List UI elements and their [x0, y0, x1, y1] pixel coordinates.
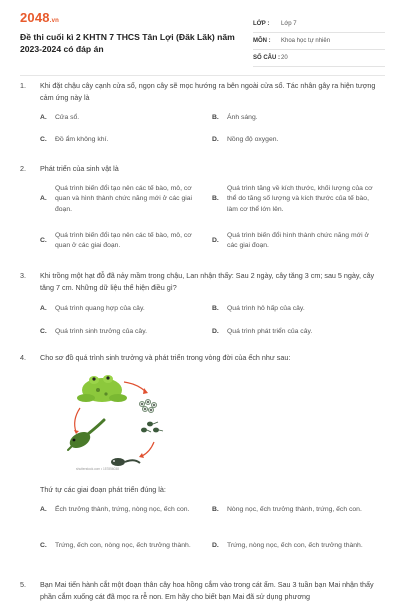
question-subtext: Thứ tự các giai đoạn phát triển đúng là:	[40, 485, 166, 494]
question-number: 1.	[20, 81, 26, 90]
option-d[interactable]: D. Quá trình biến đổi hình thành chức năng mới ở các giai đoạn.	[212, 231, 369, 249]
early-tadpoles-icon	[141, 422, 163, 433]
question-4-options	[20, 484, 382, 576]
option-b[interactable]: B. Ánh sáng.	[212, 114, 258, 121]
option-c[interactable]: C. Quá trình sinh trưởng của cây.	[40, 328, 147, 335]
option-b[interactable]: B. Quá trình tăng về kích thước, khối lượng của cơ thể do tăng số lượng và kích thước của tế bào, làm cơ thể lớn lên.	[212, 184, 373, 213]
question-number: 3.	[20, 271, 26, 280]
meta-row-subject	[253, 33, 385, 50]
question-5	[20, 579, 382, 602]
header-divider	[20, 75, 385, 76]
option-d[interactable]: D. Quá trình phát triển của cây.	[212, 328, 313, 335]
cycle-arrow-icon	[124, 382, 146, 392]
tadpole-icon	[111, 458, 140, 466]
option-d[interactable]: D. Nồng độ oxygen.	[212, 136, 279, 143]
question-number: 2.	[20, 164, 26, 173]
frog-life-cycle-diagram	[58, 368, 174, 472]
site-logo[interactable]: 2048.vn	[20, 10, 60, 25]
meta-value: Khoa học tự nhiên	[281, 38, 331, 44]
meta-key: MÔN :	[253, 38, 271, 44]
document-title: Đề thi cuối kì 2 KHTN 7 THCS Tân Lợi (Đăk Lăk) năm 2023-2024 có đáp án	[20, 32, 235, 54]
question-4	[20, 352, 382, 364]
question-2	[20, 163, 382, 265]
question-text: Khi đặt chậu cây cạnh cửa sổ, ngọn cây sẽ mọc hướng ra bên ngoài cửa sổ. Tác nhân gây ra hiện tượng cảm ứng này là	[40, 81, 376, 102]
document-meta	[253, 16, 385, 67]
cycle-arrow-icon	[142, 442, 154, 456]
option-c[interactable]: C. Đồ ẩm không khí.	[40, 136, 109, 143]
option-b[interactable]: B. Quá trình hô hấp của cây.	[212, 305, 305, 312]
question-text: Cho sơ đồ quá trình sinh trưởng và phát triển trong vòng đời của ếch như sau:	[40, 353, 291, 362]
frog-eggs-icon	[139, 399, 156, 412]
option-a[interactable]: A. Cửa sổ.	[40, 114, 80, 121]
option-b[interactable]: B. Nòng nọc, ếch trưởng thành, trứng, ếch con.	[212, 505, 362, 513]
question-text: Khi trồng một hạt đỗ đã nảy mầm trong chậu, Lan nhận thấy: Sau 2 ngày, cây tăng 3 cm; sau 5 ngày, cây tăng 7 cm. Những dữ liệu thể hiện điều gì?	[40, 271, 375, 292]
question-number: 5.	[20, 580, 26, 589]
question-text: Bạn Mai tiến hành cắt một đoạn thân cây hoa hồng cắm vào trong cát ẩm. Sau 3 tuần bạn Mai nhận thấy phần cắm xuống cát đã mọc ra rễ non. Em hãy cho biết bạn Mai đã sử dụng phương	[40, 580, 374, 601]
froglet-icon	[67, 420, 104, 451]
option-a[interactable]: A. Ếch trưởng thành, trứng, nòng nọc, ếch con.	[40, 505, 190, 513]
image-credit: shutterstock.com • 157856038	[76, 467, 119, 471]
question-1	[20, 80, 382, 153]
option-a[interactable]: A. Quá trình biến đổi tạo nên các tế bào, mô, cơ quan và hình thành chức năng mới ở các giai đoạn.	[40, 184, 193, 213]
option-c[interactable]: C. Trứng, ếch con, nòng nọc, ếch trưởng thành.	[40, 541, 191, 549]
question-number: 4.	[20, 353, 26, 362]
option-c[interactable]: C. Quá trình biến đổi tạo nên các tế bào, mô, cơ quan ở các giai đoạn.	[40, 231, 192, 249]
option-a[interactable]: A. Quá trình quang hợp của cây.	[40, 305, 145, 312]
meta-value: Lớp 7	[281, 21, 297, 27]
meta-row-count	[253, 50, 385, 67]
cycle-arrow-icon	[75, 408, 80, 432]
meta-value: 20	[281, 55, 288, 61]
meta-key: LỚP :	[253, 21, 270, 27]
document-header	[0, 0, 400, 72]
meta-row-class	[253, 16, 385, 33]
adult-frog-icon	[77, 375, 127, 402]
question-text: Phát triển của sinh vật là	[40, 164, 119, 173]
meta-key: SỐ CÂU :	[253, 55, 280, 61]
arrowhead-icon	[143, 388, 148, 394]
option-d[interactable]: D. Trứng, nòng nọc, ếch con, ếch trưởng thành.	[212, 541, 363, 549]
question-3	[20, 270, 382, 343]
